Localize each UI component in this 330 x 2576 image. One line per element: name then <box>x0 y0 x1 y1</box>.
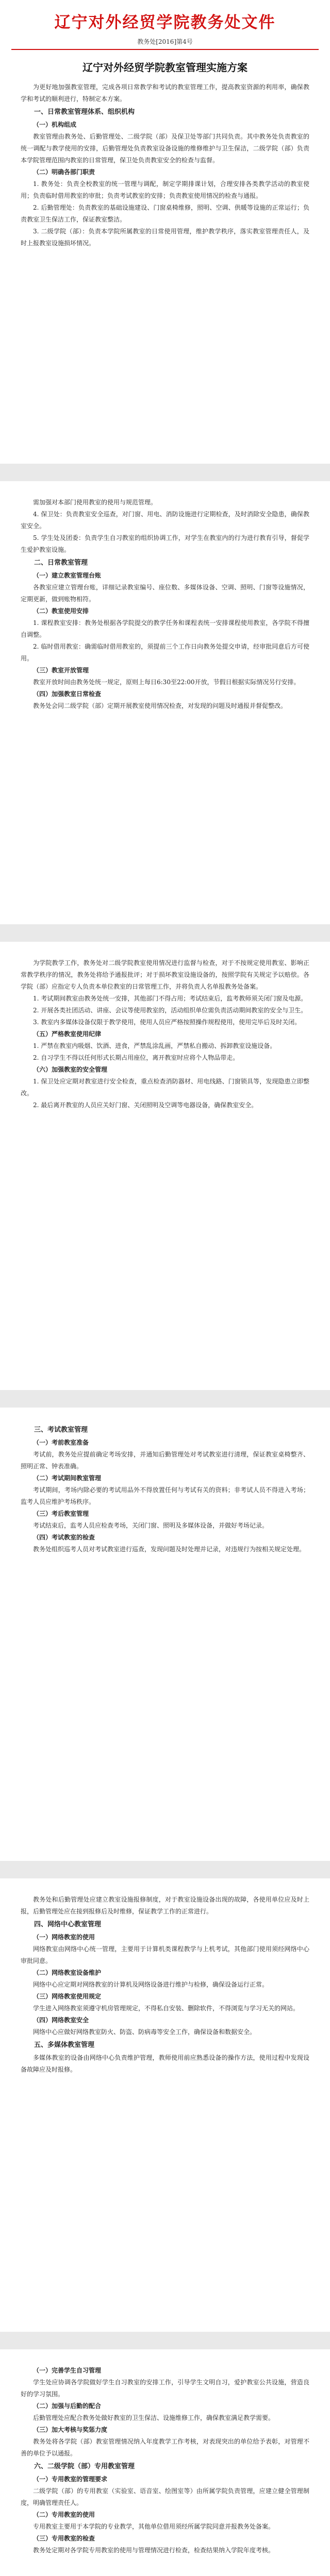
paragraph: 需加强对本部门使用教室的使用与规范管理。 <box>33 499 157 506</box>
subsection-heading: （三）加大考核与奖惩力度 <box>33 2426 108 2433</box>
paragraph: 教室开放时间由教务处统一规定，原则上每日6:30至22:00开放，节假日根据实际情况另行安排。 <box>33 679 300 686</box>
paragraph: 学生进入网络教室须遵守机房管理规定，不得私自安装、删除软件，不得浏览与学习无关的网站。 <box>33 2005 300 2012</box>
page-separator <box>0 1861 330 1878</box>
section-heading: 五、多媒体教室管理 <box>34 2041 95 2049</box>
paragraph: 1. 考试期间教室由教务处统一安排，其他部门不得占用；考试结束后，监考教师须关闭门窗及电源。 <box>33 995 307 1002</box>
doc-number: 教务处[2016]第4号 <box>137 38 193 45</box>
paragraph: 网络教室由网络中心统一管理，主要用于计算机类课程教学与上机考试，其他部门使用须经网络中心审批同意。 <box>21 1945 309 1964</box>
paragraph: 2. 临时借用教室：确需临时借用教室的，须提前三个工作日向教务处提交申请，经审批同意后方可使用。 <box>21 643 309 662</box>
paragraph: 为学院教学工作，教务处对二级学院教室使用情况进行监督与检查，对于不按规定使用教室、影响正常教学秩序的情况，教务处将给予通报批评；对于损坏教室设施设备的，按照学院有关规定予以赔偿。各学院（部）应指定专人负责本单位教室的日常管理工作，并将负责人名单报教务处备案。 <box>21 959 309 990</box>
subsection-heading: （三）教室开放管理 <box>33 667 89 674</box>
document-page-1 <box>0 0 330 464</box>
subsection-heading: （二）教室使用安排 <box>33 607 89 615</box>
paragraph: 教务处将各学院（部）教室管理情况纳入年度教学工作考核，对表现突出的单位给予表彰，对管理不善的单位予以通报。 <box>21 2438 309 2457</box>
paragraph: 教务处组织巡考人员对考试教室进行巡查，发现问题及时处理并记录，对违规行为按相关规定处理。 <box>33 1546 306 1553</box>
section-heading: 六、二级学院（部）专用教室管理 <box>34 2463 135 2470</box>
page-separator <box>0 2332 330 2349</box>
subsection-heading: （一）考前教室准备 <box>33 1439 89 1446</box>
paragraph: 2. 最后离开教室的人员应关好门窗、关闭照明及空调等电器设备，确保教室安全。 <box>33 1101 258 1109</box>
paragraph: 3. 二级学院（部）：负责本学院所属教室的日常使用管理，维护教学秩序，落实教室管理责任人，及时上报教室设施损坏情况。 <box>21 228 309 247</box>
subsection-heading: （二）考试期间教室管理 <box>33 1475 102 1482</box>
paragraph: 教务处定期对各学院专用教室的使用与管理情况进行检查，检查结果纳入学院年度考核。 <box>33 2547 275 2554</box>
document-page-5 <box>0 1878 330 2332</box>
subsection-heading: （三）网络教室使用规定 <box>33 1993 102 2000</box>
paragraph: 1. 教务处：负责全校教室的统一管理与调配，制定学期排课计划，合理安排各类教学活动的教室使用；负责临时借用教室的审批；负责考试教室的安排；负责教室使用情况的检查与通报。 <box>21 180 309 199</box>
subsection-heading: （一）完善学生自习管理 <box>33 2367 102 2374</box>
subsection-heading: （四）加强教室日常检查 <box>33 690 102 698</box>
paragraph: 2. 开展各类社团活动、讲座、会议等使用教室的，活动组织单位需负责活动期间教室的安全与卫生。 <box>33 1007 307 1014</box>
paragraph: 后勤管理处应配合教务处做好教室的卫生保洁、设施维修工作，确保教室满足教学需要。 <box>33 2414 275 2421</box>
subsection-heading: （一）网络教室的使用 <box>33 1934 95 1941</box>
subsection-heading: （一）机构组成 <box>33 121 77 128</box>
subsection-heading: （三）专用教室的检查 <box>33 2535 95 2542</box>
subsection-heading: （二）加强与后勤的配合 <box>33 2402 102 2410</box>
paragraph: 各教室应建立管理台账，详细记录教室编号、座位数、多媒体设备、空调、照明、门窗等设施情况，定期更新，做到账物相符。 <box>21 584 309 603</box>
paragraph: 5. 学生处及团委：负责学生自习教室的组织协调工作，对学生在教室内的行为进行教育引导，督促学生爱护教室设施。 <box>21 534 309 553</box>
paragraph: 网络中心应定期对网络教室的计算机及网络设备进行维护与检修，确保设备运行正常。 <box>33 1981 269 1988</box>
red-divider <box>11 49 319 50</box>
paragraph: 2. 自习学生不得以任何形式长期占用座位，离开教室时应将个人物品带走。 <box>33 1054 239 1061</box>
paragraph: 考试期间，考场内除必要的考试用品外不得放置任何与考试有关的资料；非考试人员不得进入考场；监考人员应维护考场秩序。 <box>21 1486 309 1505</box>
paragraph: 考试结束后，监考人员应检查考场，关闭门窗、照明及多媒体设备，并做好考场记录。 <box>33 1522 269 1529</box>
doc-title: 辽宁对外经贸学院教室管理实施方案 <box>82 61 248 74</box>
paragraph: 学生处应协调各学院做好学生自习教室的安排工作，引导学生文明自习，爱护教室公共设施，营造良好的学习氛围。 <box>21 2379 309 2398</box>
subsection-heading: （二）专用教室的使用 <box>33 2511 95 2518</box>
document-page-2 <box>0 481 330 924</box>
paragraph: 1. 保卫处应定期对教室进行安全检查，重点检查消防器材、用电线路、门窗锁具等，发现隐患立即整改。 <box>21 1078 309 1097</box>
paragraph: 1. 严禁在教室内吸烟、饮酒、进食，严禁乱涂乱画，严禁私自搬动、拆卸教室设施设备。 <box>33 1042 276 1049</box>
subsection-heading: （一）专用教室的管理要求 <box>33 2476 108 2483</box>
document-page-3 <box>0 942 330 1390</box>
paragraph: 1. 课程教室安排：教务处根据各学院提交的教学任务和课程表统一安排课程使用教室，各学院不得擅自调整。 <box>21 619 309 638</box>
subsection-heading: （五）严格教室使用纪律 <box>33 1030 102 1038</box>
page-separator <box>0 924 330 942</box>
subsection-heading: （三）考后教室管理 <box>33 1510 89 1517</box>
section-heading: 四、网络中心教室管理 <box>34 1921 102 1928</box>
document-page-4 <box>0 1408 330 1861</box>
section-heading: 一、日常教室管理体系、组织机构 <box>34 108 135 116</box>
subsection-heading: （四）考试教室的检查 <box>33 1534 95 1541</box>
paragraph: 教务处和后勤管理处应建立教室设施报修制度，对于教室设施设备出现的故障，各使用单位应及时上报，后勤管理处应在接到报修后及时维修，保证教学工作的正常进行。 <box>21 1896 309 1915</box>
page-separator <box>0 464 330 481</box>
paragraph: 多媒体教室的设备由网络中心负责维护管理，教师使用前应熟悉设备的操作方法，使用过程中发现设备故障应及时报修。 <box>21 2054 309 2073</box>
document-page-6 <box>0 2349 330 2576</box>
subsection-heading: （六）加强教室的安全管理 <box>33 1066 108 1073</box>
paragraph: 考试前，教务处应提前确定考场安排，并通知后勤管理处对考试教室进行清理，保证教室桌椅整齐、照明正常、钟表准确。 <box>21 1451 309 1470</box>
subsection-heading: （一）建立教室管理台账 <box>33 572 102 579</box>
paragraph: 为更好地加强教室管理，完成各项日常教学和考试的教室管理工作，提高教室资源的利用率，确保教学和考试的顺利进行，特制定本方案。 <box>21 83 309 103</box>
paragraph: 二级学院（部）的专用教室（实验室、语音室、绘图室等）由所属学院负责管理，应建立健全管理制度，明确管理责任人。 <box>21 2487 309 2506</box>
org-header-title: 辽宁对外经贸学院教务处文件 <box>54 13 276 32</box>
paragraph: 4. 保卫处：负责教室安全巡查，对门窗、用电、消防设施进行定期检查，及时消除安全隐患，确保教室安全。 <box>21 511 309 530</box>
section-heading: 三、考试教室管理 <box>34 1426 88 1434</box>
subsection-heading: （二）网络教室设备维护 <box>33 1969 102 1976</box>
paragraph: 2. 后勤管理处：负责教室的基础设施建设、门窗桌椅维修，照明、空调、供暖等设施的正常运行；负责教室卫生保洁工作，保证教室整洁。 <box>21 204 309 223</box>
subsection-heading: （二）明确各部门职责 <box>33 168 95 176</box>
paragraph: 网络中心应做好网络教室防火、防盗、防病毒等安全工作，确保设备和数据安全。 <box>33 2028 256 2036</box>
paragraph: 3. 教室内多媒体设备仅限于教学使用，使用人员应严格按照操作规程使用，使用完毕后及时关闭。 <box>33 1019 301 1026</box>
paragraph: 教室管理由教务处、后勤管理处、二级学院（部）及保卫处等部门共同负责。其中教务处负责教室的统一调配与教学使用的安排，后勤管理处负责教室设备设施的维修维护与卫生保洁，二级学院（部）负责本学院管理范围内教室的日常管理，保卫处负责教室安全的检查与监督。 <box>21 133 309 164</box>
page-separator <box>0 1390 330 1408</box>
paragraph: 专用教室主要用于本学院的专业教学，其他单位借用须经所属学院同意并报教务处备案。 <box>33 2523 275 2530</box>
section-heading: 二、日常教室管理 <box>34 559 88 567</box>
subsection-heading: （四）网络教室安全 <box>33 2016 89 2024</box>
paragraph: 教务处会同二级学院（部）定期开展教室使用情况检查，对发现的问题及时通报并督促整改。 <box>33 702 287 709</box>
